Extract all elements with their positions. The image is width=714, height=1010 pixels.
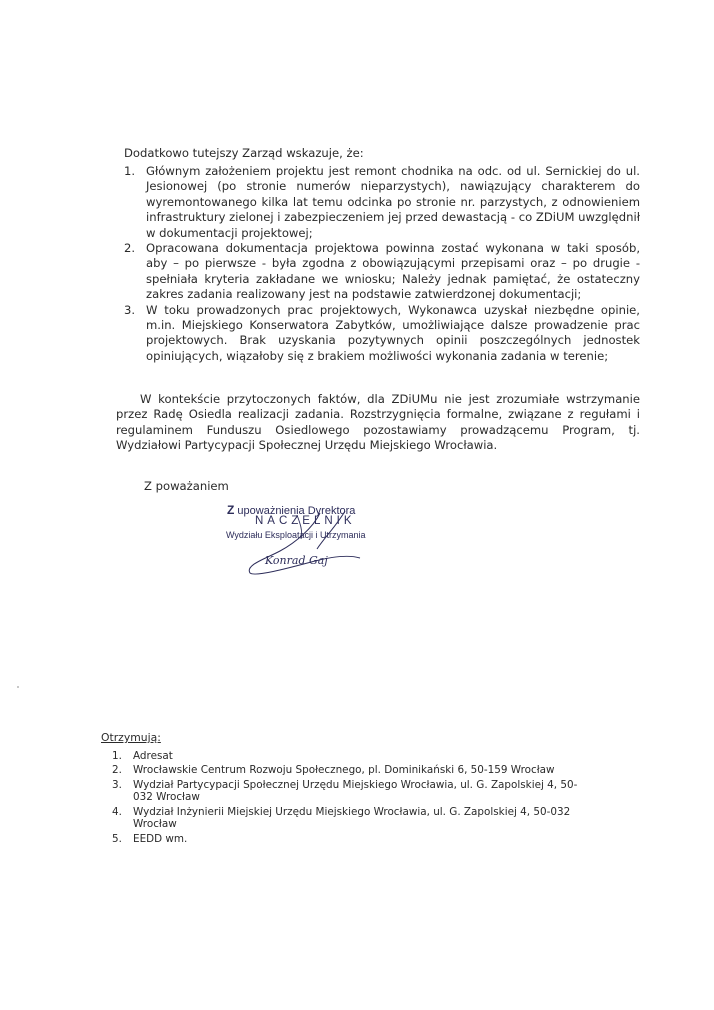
list-item-text: Adresat	[133, 750, 173, 762]
list-item-number: 5.	[112, 832, 122, 845]
list-item-text: Głównym założeniem projektu jest remont chodnika na odc. od ul. Sernickiej do ul. Jesionowej (po stronie numerów nieparzystych), nawiązujący charakterem do wyremontowanego kilka lat temu odcinka po stronie nr. parzystych, z odnowieniem infrastruktury zielonej i zabezpieczeniem jej przed dewastacją - co ZDiUM uwzględnił w dokumentacji projektowej;	[146, 164, 640, 240]
list-item-number: 3.	[112, 778, 122, 791]
signature-stamp	[225, 503, 375, 573]
list-item-number: 1.	[124, 164, 136, 178]
list-item-number: 1.	[112, 750, 122, 762]
list-item	[112, 806, 592, 832]
list-item	[122, 303, 640, 365]
list-item	[112, 764, 592, 777]
context-paragraph: W kontekście przytoczonych faktów, dla ZDiUMu nie jest zrozumiałe wstrzymanie przez Radę Osiedla realizacji zadania. Rozstrzygnięcia formalne, związane z regułami i regulaminem Funduszu Osiedlowego pozostawiamy prowadzącemu Program, tj. Wydziałowi Partycypacji Społecznej Urzędu Miejskiego Wrocławia.	[116, 392, 640, 453]
signature-name: Konrad Gaj	[265, 554, 328, 567]
recipients-title: Otrzymują:	[101, 731, 161, 744]
recipients-list	[112, 750, 592, 847]
list-item-text: Wydział Inżynierii Miejskiej Urzędu Miejskiego Wrocławia, ul. G. Zapolskiej 4, 50-032 Wrocław	[133, 805, 571, 831]
list-item-number: 4.	[112, 805, 122, 818]
list-item	[122, 241, 640, 303]
list-item	[122, 164, 640, 241]
list-item-text: Wydział Partycypacji Społecznej Urzędu Miejskiego Wrocławia, ul. G. Zapolskiej 4, 50-032 Wrocław	[133, 778, 578, 804]
list-item-text: Opracowana dokumentacja projektowa powinna zostać wykonana w taki sposób, aby – po pierwsze - była zgodna z obowiązującymi przepisami oraz – po drugie - spełniała kryteria zakładane we wniosku; Należy jednak pamiętać, że ostateczny zakres zadania realizowany jest na podstawie zatwierdzonej dokumentacji;	[146, 241, 640, 302]
list-item	[112, 750, 592, 763]
list-item-number: 2.	[124, 241, 136, 256]
stamp-department: Wydziału Eksploatacji i Utrzymania	[226, 530, 366, 540]
list-item	[112, 779, 592, 805]
points-list	[122, 164, 640, 364]
stamp-authorization-line: Z upoważnienia Dyrektora	[227, 503, 356, 517]
list-item-number: 3.	[124, 302, 136, 317]
scan-speck	[17, 686, 19, 688]
list-item	[112, 833, 592, 846]
closing-greeting: Z poważaniem	[144, 479, 229, 493]
list-item-text: W toku prowadzonych prac projektowych, Wykonawca uzyskał niezbędne opinie, m.in. Miejskiego Konserwatora Zabytków, umożliwiające dalsze prowadzenie prac projektowych. Brak uzyskania pozytywnych opinii poszczególnych jednostek opiniujących, wiązałoby się z brakiem możliwości wykonania zadania w terenie;	[146, 302, 640, 363]
stamp-title: NACZELNIK	[255, 515, 356, 527]
intro-text: Dodatkowo tutejszy Zarząd wskazuje, że:	[124, 146, 364, 160]
list-item-number: 2.	[112, 764, 122, 777]
list-item-text: Wrocławskie Centrum Rozwoju Społecznego, pl. Dominikański 6, 50-159 Wrocław	[133, 764, 555, 777]
list-item-text: EEDD wm.	[133, 832, 188, 845]
